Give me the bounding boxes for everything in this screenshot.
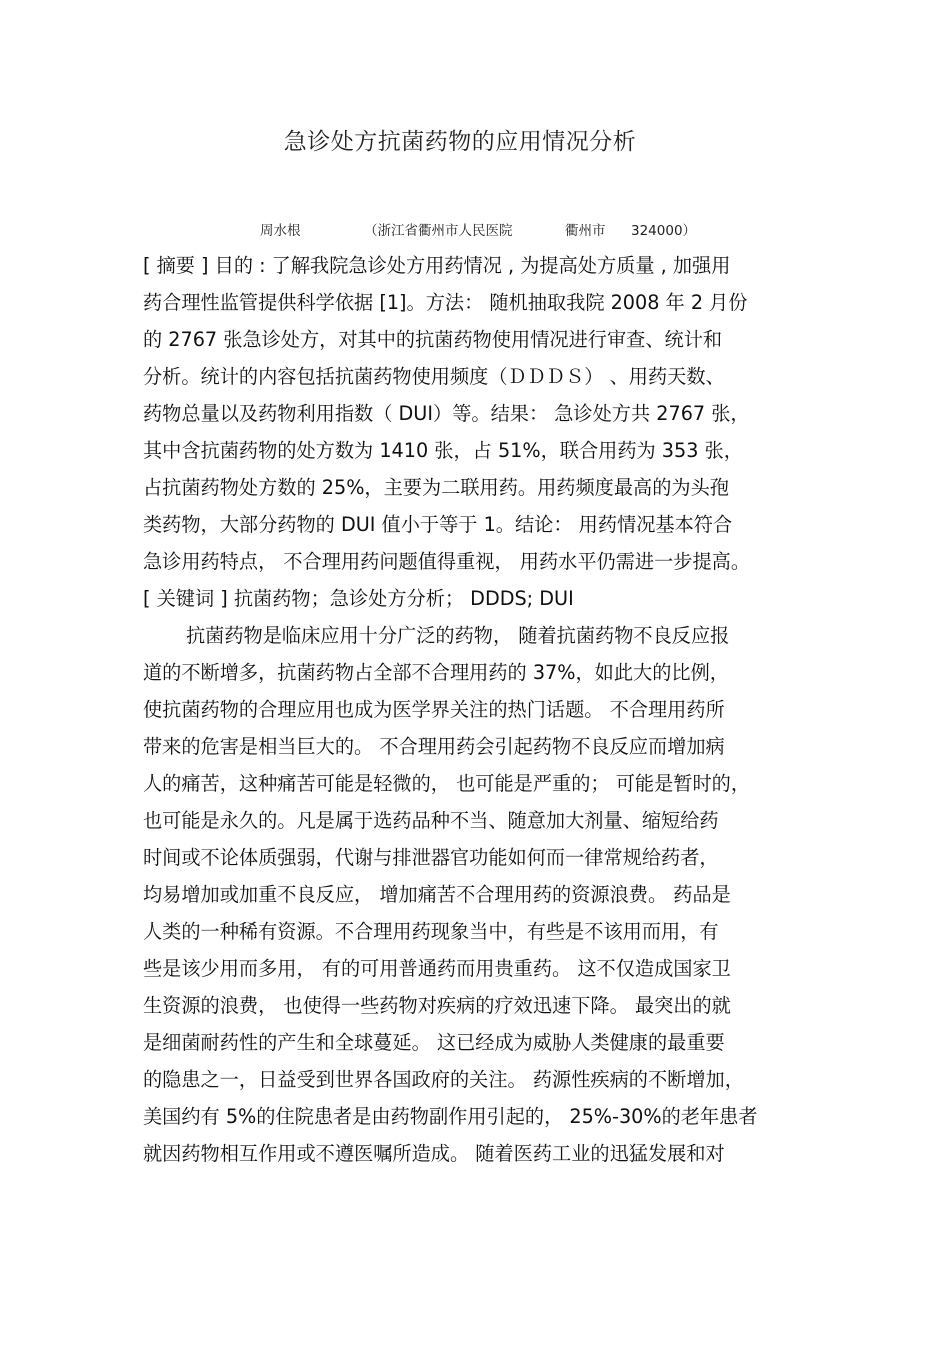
abstract-line: 的 2767 张急诊处方，对其中的抗菌药物使用情况进行审查、统计和 — [143, 328, 723, 351]
abstract-section — [143, 251, 823, 621]
paragraph-line: 美国约有 5%的住院患者是由药物副作用引起的， 25%-30%的老年患者 — [143, 1105, 758, 1128]
abstract-line: [ 摘要 ] 目的 : 了解我院急诊处方用药情况 , 为提高处方质量 , 加强用 — [143, 254, 731, 277]
affiliation-postcode: 324000） — [631, 223, 697, 239]
paragraph-line: 抗菌药物是临床应用十分广泛的药物， 随着抗菌药物不良反应报 — [186, 624, 730, 647]
abstract-line: 药物总量以及药物利用指数（ DUI）等。结果： 急诊处方共 2767 张， — [143, 402, 750, 425]
affiliation-city: 衢州市 — [565, 223, 606, 239]
paragraph-line: 带来的危害是相当巨大的。 不合理用药会引起药物不良反应而增加病 — [143, 735, 725, 758]
author-affiliation: （浙江省衢州市人民医院 — [364, 223, 513, 239]
byline — [0, 219, 950, 241]
paragraph-line: 的隐患之一，日益受到世界各国政府的关注。 药源性疾病的不断增加， — [143, 1068, 744, 1091]
abstract-line: 类药物，大部分药物的 DUI 值小于等于 1。结论： 用药情况基本符合 — [143, 513, 733, 536]
paragraph-line: 人类的一种稀有资源。不合理用药现象当中，有些是不该用而用，有 — [143, 920, 719, 943]
paragraph-line: 道的不断增多，抗菌药物占全部不合理用药的 37%，如此大的比例， — [143, 661, 729, 684]
paragraph-line: 生资源的浪费， 也使得一些药物对疾病的疗效迅速下降。 最突出的就 — [143, 994, 731, 1017]
author-name: 周水根 — [260, 223, 301, 239]
paragraph-line: 就因药物相互作用或不遵医嘱所造成。 随着医药工业的迅猛发展和对 — [143, 1142, 725, 1165]
abstract-line: 占抗菌药物处方数的 25%，主要为二联用药。用药频度最高的为头孢 — [143, 476, 729, 499]
paragraph-line: 些是该少用而多用， 有的可用普通药而用贵重药。 这不仅造成国家卫 — [143, 957, 731, 980]
paragraph-line: 人的痛苦，这种痛苦可能是轻微的， 也可能是严重的； 可能是暂时的， — [143, 772, 751, 795]
abstract-line: 分析。统计的内容包括抗菌药物使用频度（ＤＤＤＳ） 、用药天数、 — [143, 365, 725, 388]
paragraph-line: 时间或不论体质强弱，代谢与排泄器官功能如何而一律常规给药者， — [143, 846, 719, 869]
abstract-line: 急诊用药特点， 不合理用药问题值得重视， 用药水平仍需进一步提高。 — [143, 550, 751, 573]
paragraph-line: 也可能是永久的。凡是属于选药品种不当、随意加大剂量、缩短给药 — [143, 809, 719, 832]
keywords-line: [ 关键词 ] 抗菌药物；急诊处方分析； DDDS; DUI — [143, 587, 574, 610]
document-body — [143, 251, 823, 1176]
paragraph-line: 是细菌耐药性的产生和全球蔓延。 这已经成为威胁人类健康的最重要 — [143, 1031, 725, 1054]
document-title: 急诊处方抗菌药物的应用情况分析 — [283, 129, 637, 155]
abstract-line: 其中含抗菌药物的处方数为 1410 张，占 51%，联合用药为 353 张， — [143, 439, 743, 462]
abstract-line: 药合理性监管提供科学依据 [1]。方法： 随机抽取我院 2008 年 2 月份 — [143, 291, 748, 314]
main-paragraph — [143, 621, 823, 1176]
paragraph-line: 均易增加或加重不良反应， 增加痛苦不合理用药的资源浪费。 药品是 — [143, 883, 731, 906]
paragraph-line: 使抗菌药物的合理应用也成为医学界关注的热门话题。 不合理用药所 — [143, 698, 725, 721]
